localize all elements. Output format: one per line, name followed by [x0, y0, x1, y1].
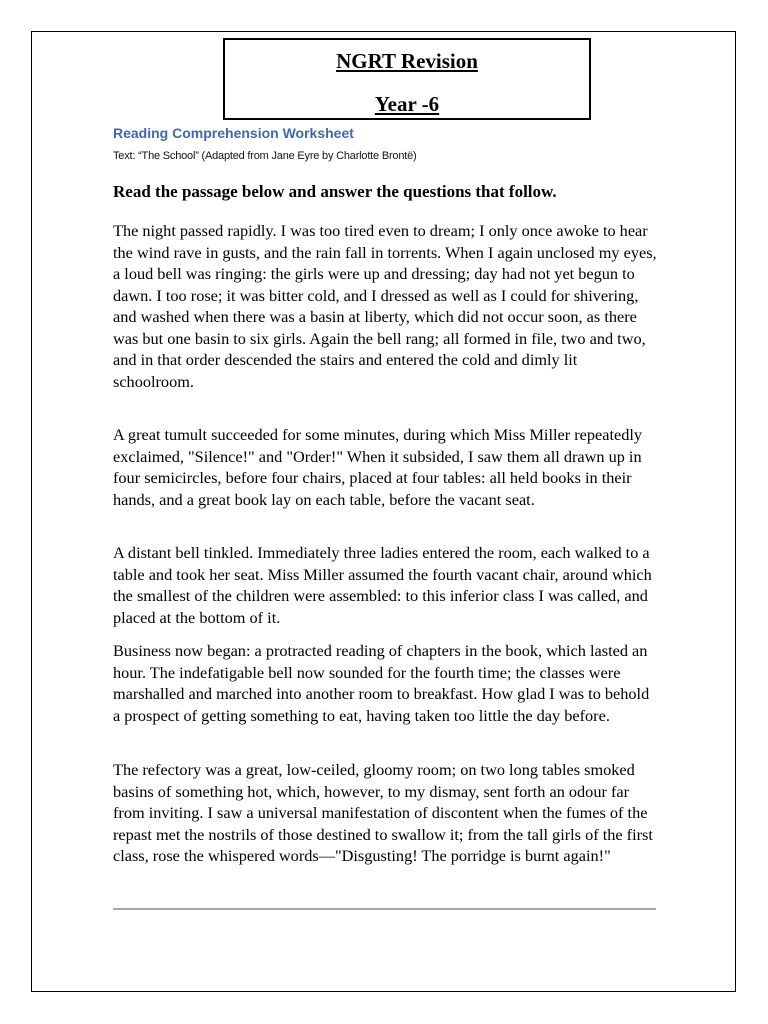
- year-label: Year -6: [374, 92, 440, 116]
- worksheet-heading: Reading Comprehension Worksheet: [113, 125, 354, 141]
- passage-paragraph: The night passed rapidly. I was too tired even to dream; I only once awoke to hear the wind rave in gusts, and the rain fall in torrents. When I again unclosed my eyes, a loud bell was ringing: the girls were up and dressing; day had not yet begun to dawn. I too rose; it was bitter cold, and I dressed as well as I could for shivering, and washed when there was a basin at liberty, which did not occur soon, as there was but one basin to six girls. Again the bell rang; all formed in file, two and two, and in that order descended the stairs and entered the cold and dimly lit schoolroom.: [113, 221, 657, 391]
- title-box: [223, 38, 591, 120]
- instruction-text: Read the passage below and answer the questions that follow.: [113, 182, 557, 201]
- page-title: NGRT Revision: [336, 49, 478, 73]
- passage-paragraph: A great tumult succeeded for some minutes, during which Miss Miller repeatedly exclaimed, "Silence!" and "Order!" When it subsided, I saw them all drawn up in four semicircles, before four chairs, placed at four tables: all held books in their hands, and a great book lay on each table, before the vacant seat.: [113, 425, 643, 509]
- horizontal-divider: [113, 908, 656, 910]
- passage-paragraph: The refectory was a great, low-ceiled, gloomy room; on two long tables smoked basins of something hot, which, however, to my dismay, sent forth an odour far from inviting. I saw a universal manifestation of discontent when the fumes of the repast met the nostrils of those destined to swallow it; from the tall girls of the first class, rose the whispered words—"Disgusting! The porridge is burnt again!": [113, 760, 653, 865]
- passage-paragraph: A distant bell tinkled. Immediately three ladies entered the room, each walked to a table and took her seat. Miss Miller assumed the fourth vacant chair, around which the smallest of the children were assembled: to this inferior class I was called, and placed at the bottom of it.: [113, 543, 652, 627]
- source-text: Text: “The School” (Adapted from Jane Eyre by Charlotte Brontë): [113, 150, 417, 162]
- passage-paragraph: Business now began: a protracted reading of chapters in the book, which lasted an hour. The indefatigable bell now sounded for the fourth time; the classes were marshalled and marched into another room to breakfast. How glad I was to behold a prospect of getting something to eat, having taken too little the day before.: [113, 641, 650, 725]
